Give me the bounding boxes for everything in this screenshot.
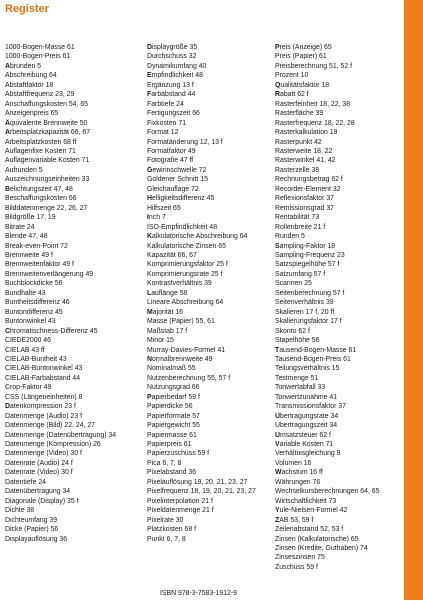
- index-entry: Kalkulatorische Zinsen 65: [147, 242, 226, 250]
- index-column-2: [147, 43, 279, 544]
- index-entry: ISO-Empfindlichkeit 48: [147, 223, 218, 231]
- page-title: Register: [5, 3, 50, 15]
- index-entry: Rasterfrequenz 18, 22, 28: [275, 119, 355, 127]
- index-entry: Tonwertzunahme 41: [275, 393, 338, 401]
- index-entry: Rollenbreite 21 f: [275, 223, 326, 231]
- index-entry: Inch 7: [147, 214, 166, 222]
- index-entry: Chromatischness-Differenz 45: [5, 327, 98, 335]
- index-entry: Lauflänge 58: [147, 289, 188, 297]
- index-entry: Papierformate 57: [147, 412, 200, 420]
- index-entry: Beschaffungskosten 66: [5, 195, 77, 203]
- index-entry: Abrunden 5: [5, 62, 42, 70]
- cover-edge-strip: [404, 0, 423, 600]
- index-entry: 1000-Bogen-Preis 61: [5, 53, 71, 61]
- index-entry: Format 12: [147, 129, 179, 137]
- index-entry: Auszeichnungseinheiten 33: [5, 176, 90, 184]
- index-entry: Masse (Papier) 55, 61: [147, 318, 215, 326]
- index-entry: Hilfszeit 65: [147, 204, 181, 212]
- index-entry: Diagonale (Display) 35 f: [5, 497, 79, 505]
- index-column-1: [5, 43, 137, 544]
- index-entry: Farbabstand 44: [147, 91, 196, 99]
- index-entry: Datenmenge (Bild) 22, 24, 27: [5, 422, 96, 430]
- index-entry: Zinseszinsen 75: [275, 554, 325, 562]
- index-entry: Goldener Schnitt 15: [147, 176, 208, 184]
- index-entry: Brennweitenverlängerung 49: [5, 270, 94, 278]
- index-entry: Zeilenabstand 52, 53 f: [275, 526, 344, 534]
- index-entry: Abstaftfrequenz 23, 29: [5, 91, 75, 99]
- index-entry: Dichteumfang 39: [5, 516, 58, 524]
- index-entry: CIELAB-Buntonwinkel 43: [5, 365, 83, 373]
- index-entry: Recorder-Element 32: [275, 185, 341, 193]
- index-entry: ZAB 53, 59 f: [275, 516, 314, 524]
- index-entry: Helligkeitsdifferenz 45: [147, 195, 215, 203]
- index-entry: Papierpreis 61: [147, 441, 192, 449]
- isbn-number: ISBN 978-3-7583-1912-9: [160, 590, 237, 597]
- index-entry: Belichtungszeit 47, 48: [5, 185, 73, 193]
- index-entry: Skalieren 17 f, 20 ff: [275, 308, 335, 316]
- index-entry: CIELAB-Farbabstand 44: [5, 374, 81, 382]
- index-entry: Fixkosten 71: [147, 119, 187, 127]
- index-entry: CSS (Längeneinheiten) 8: [5, 393, 83, 401]
- index-entry: Nutzungsgrad 66: [147, 384, 200, 392]
- index-entry: Reflexionsfaktor 37: [275, 195, 334, 203]
- index-entry: Pixelrate 30: [147, 516, 184, 524]
- index-entry: Formatänderung 12, 13 f: [147, 138, 223, 146]
- index-entry: Anschaffungskosten 54, 65: [5, 100, 89, 108]
- index-entry: Tausend-Bogen-Preis 61: [275, 355, 351, 363]
- index-entry: Sampling-Frequenz 23: [275, 251, 345, 259]
- index-column-3: [275, 43, 407, 572]
- index-entry: Skonto 62 f: [275, 327, 310, 335]
- index-entry: Datenrate (Video) 30 f: [5, 469, 73, 477]
- index-entry: Satzumfang 57 f: [275, 270, 326, 278]
- index-entry: Rabatt 62 f: [275, 91, 309, 99]
- index-entry: Gewinnschwelle 72: [147, 166, 207, 174]
- index-entry: Fertigungszeit 66: [147, 110, 200, 118]
- index-entry: Remissionsgrad 37: [275, 204, 334, 212]
- index-entry: Majorität 16: [147, 308, 184, 316]
- index-entry: Umsatzsteuer 62 f: [275, 431, 331, 439]
- index-entry: Aufrunden 5: [5, 166, 43, 174]
- index-entry: Auflagenfixe Kosten 71: [5, 147, 76, 155]
- index-entry: Punkt 6, 7, 8: [147, 535, 186, 543]
- index-entry: Ergänzung 13 f: [147, 81, 194, 89]
- index-entry: Break-even-Point 72: [5, 242, 68, 250]
- index-entry: Maßstab 17 f: [147, 327, 188, 335]
- index-entry: Tausend-Bogen-Masse 61: [275, 346, 357, 354]
- index-entry: Transmissionsfaktor 37: [275, 403, 346, 411]
- index-entry: Buchblockdicke 56: [5, 280, 63, 288]
- index-entry: Arbeitsplatzkosten 68 ff: [5, 138, 77, 146]
- index-entry: Tonwertabfall 33: [275, 384, 326, 392]
- index-entry: Dicke (Papier) 56: [5, 526, 59, 534]
- index-entry: Rasterpunkt 42: [275, 138, 322, 146]
- index-entry: Testmenge 51: [275, 374, 319, 382]
- index-entry: Rechnungsbetrag 62 f: [275, 176, 343, 184]
- index-entry: Displayauflösung 36: [5, 535, 68, 543]
- index-entry: Papierbedarf 59 f: [147, 393, 200, 401]
- index-entry: CIELAB 43 ff: [5, 346, 45, 354]
- index-entry: Volumen 16: [275, 459, 312, 467]
- index-entry: Rasterfläche 39: [275, 110, 324, 118]
- index-entry: Seitenverhältnis 39: [275, 299, 334, 307]
- index-entry: Pixelabstand 36: [147, 469, 197, 477]
- index-entry: Murray-Davies-Formel 41: [147, 346, 226, 354]
- index-entry: Bitrate 24: [5, 223, 35, 231]
- index-entry: Wechselkursberechnungen 64, 65: [275, 488, 380, 496]
- index-entry: Bilddatenmenge 22, 26, 27: [5, 204, 88, 212]
- index-entry: Papierdicke 56: [147, 403, 193, 411]
- index-entry: CIEDE2000 46: [5, 337, 51, 345]
- index-entry: Wirtschaftlichkeit 73: [275, 497, 337, 505]
- index-entry: Pixelfrequenz 18, 19, 20, 21, 23, 27: [147, 488, 256, 496]
- index-entry: Formatfaktor 49: [147, 147, 196, 155]
- index-entry: Farbtiefe 24: [147, 100, 184, 108]
- index-entry: Prozent 10: [275, 72, 309, 80]
- index-entry: Zinsen (Kredite, Guthaben) 74: [275, 545, 368, 553]
- index-entry: Wachstum 16 ff: [275, 469, 323, 477]
- index-entry: Preis (Anzeige) 65: [275, 44, 332, 51]
- index-entry: Displaygröße 35: [147, 44, 198, 51]
- index-entry: Blende 47, 48: [5, 233, 48, 241]
- index-entry: Zinsen (Kalkulatorische) 65: [275, 535, 359, 543]
- index-entry: Kapazität 66, 67: [147, 251, 197, 259]
- index-entry: Gleichauflage 72: [147, 185, 199, 193]
- index-entry: Pixeldatenmenge 21 f: [147, 507, 214, 515]
- index-entry: Rasterfeinheit 18, 22, 38: [275, 100, 351, 108]
- index-entry: Teilungsverhältnis 15: [275, 365, 340, 373]
- index-entry: Verhältnisgleichung 9: [275, 450, 341, 458]
- index-entry: Datenmenge (Video) 30 f: [5, 450, 82, 458]
- index-entry: Datenkompression 23 f: [5, 403, 76, 411]
- index-entry: Rasterkalkulation 19: [275, 129, 338, 137]
- index-entry: Datenübertragung 34: [5, 488, 71, 496]
- index-entry: Buntheitsdifferenz 46: [5, 299, 70, 307]
- index-entry: Empfindlichkeit 48: [147, 72, 203, 80]
- index-entry: Anzeigenpreis 65: [5, 110, 59, 118]
- index-entry: Qualitätsfaktor 18: [275, 81, 330, 89]
- index-entry: Scannen 25: [275, 280, 312, 288]
- index-entry: Variable Kosten 71: [275, 441, 334, 449]
- index-entry: Preis (Papier) 61: [275, 53, 327, 61]
- index-entry: Übertragungszeit 34: [275, 422, 338, 430]
- index-entry: Normalbrennweite 49: [147, 355, 213, 363]
- index-entry: Komprimierungsrate 25 f: [147, 270, 223, 278]
- index-entry: Durchschuss 32: [147, 53, 197, 61]
- index-entry: Datenmenge (Datenübertragung) 34: [5, 431, 117, 439]
- index-entry: Zuschuss 59 f: [275, 563, 318, 571]
- index-entry: Minor 15: [147, 337, 174, 345]
- index-entry: Satzspiegelhöhe 57 f: [275, 261, 340, 269]
- index-entry: Arbeitsplatzkapazität 66, 67: [5, 129, 91, 137]
- index-entry: Datentiefe 24: [5, 478, 46, 486]
- index-entry: Rentabilität 73: [275, 214, 320, 222]
- index-entry: Bundhalte 43: [5, 289, 46, 297]
- index-entry: Datenmenge (Kompression) 26: [5, 441, 101, 449]
- index-entry: Platzkosten 68 f: [147, 526, 197, 534]
- index-entry: Crop-Faktor 49: [5, 384, 52, 392]
- index-entry: Pixelinterpolation 21 f: [147, 497, 213, 505]
- index-entry: Dynamikumfang 40: [147, 62, 207, 70]
- index-entry: Preisberechnung 51, 52 f: [275, 62, 352, 70]
- index-entry: Papierzuschuss 59 f: [147, 450, 210, 458]
- index-entry: Übertragungsrate 34: [275, 412, 339, 420]
- index-entry: Rasterwinkel 41, 42: [275, 157, 336, 165]
- index-entry: Lineare Abschreibung 64: [147, 299, 224, 307]
- index-entry: Währungen 76: [275, 478, 321, 486]
- index-entry: Pica 6, 7, 8: [147, 459, 182, 467]
- index-entry: Abschreibung 64: [5, 72, 57, 80]
- index-entry: Kalkulatorische Abschreibung 64: [147, 233, 248, 241]
- index-entry: Komprimierungsfaktor 25 f: [147, 261, 228, 269]
- index-entry: Kontrastverhältnis 39: [147, 280, 212, 288]
- index-entry: Sampling-Faktor 18: [275, 242, 336, 250]
- index-entry: Nutzenberechnung 55, 57 f: [147, 374, 231, 382]
- index-entry: Papiergewicht 55: [147, 422, 200, 430]
- index-entry: Äquivalente Brennweite 50: [5, 119, 88, 127]
- index-entry: Abstaftfaktor 18: [5, 81, 54, 89]
- index-entry: Brennweitenfaktor 49 f: [5, 261, 74, 269]
- index-entry: Stapelhöhe 56: [275, 337, 320, 345]
- index-entry: Skalierungsfaktor 17 f: [275, 318, 342, 326]
- index-entry: Yule-Nielsen-Formel 42: [275, 507, 348, 515]
- index-entry: Dichte 38: [5, 507, 35, 515]
- index-entry: Papiermasse 61: [147, 431, 197, 439]
- index-entry: Datenrate (Audio) 24 f: [5, 459, 73, 467]
- index-entry: CIELAB-Buntheit 43: [5, 355, 67, 363]
- index-entry: Runden 5: [275, 233, 305, 241]
- index-entry: Pixelauflösung 19, 20, 21, 23, 27: [147, 478, 248, 486]
- index-entry: Buntondifferenz 45: [5, 308, 63, 316]
- index-entry: Auflagenvariable Kosten 71: [5, 157, 90, 165]
- index-entry: Datenmenge (Audio) 23 f: [5, 412, 82, 420]
- index-entry: Seitenberechnung 57 f: [275, 289, 345, 297]
- index-entry: Bildgröße 17, 19: [5, 214, 56, 222]
- index-entry: Brennweite 49 f: [5, 251, 53, 259]
- index-entry: Fotografie 47 ff: [147, 157, 194, 165]
- index-entry: 1000-Bogen-Masse 61: [5, 44, 75, 51]
- index-entry: Rasterzelle 38: [275, 166, 320, 174]
- index-entry: Nominalmaß 55: [147, 365, 196, 373]
- index-entry: Rasterweite 18, 22: [275, 147, 333, 155]
- index-entry: Buntonwinkel 43: [5, 318, 56, 326]
